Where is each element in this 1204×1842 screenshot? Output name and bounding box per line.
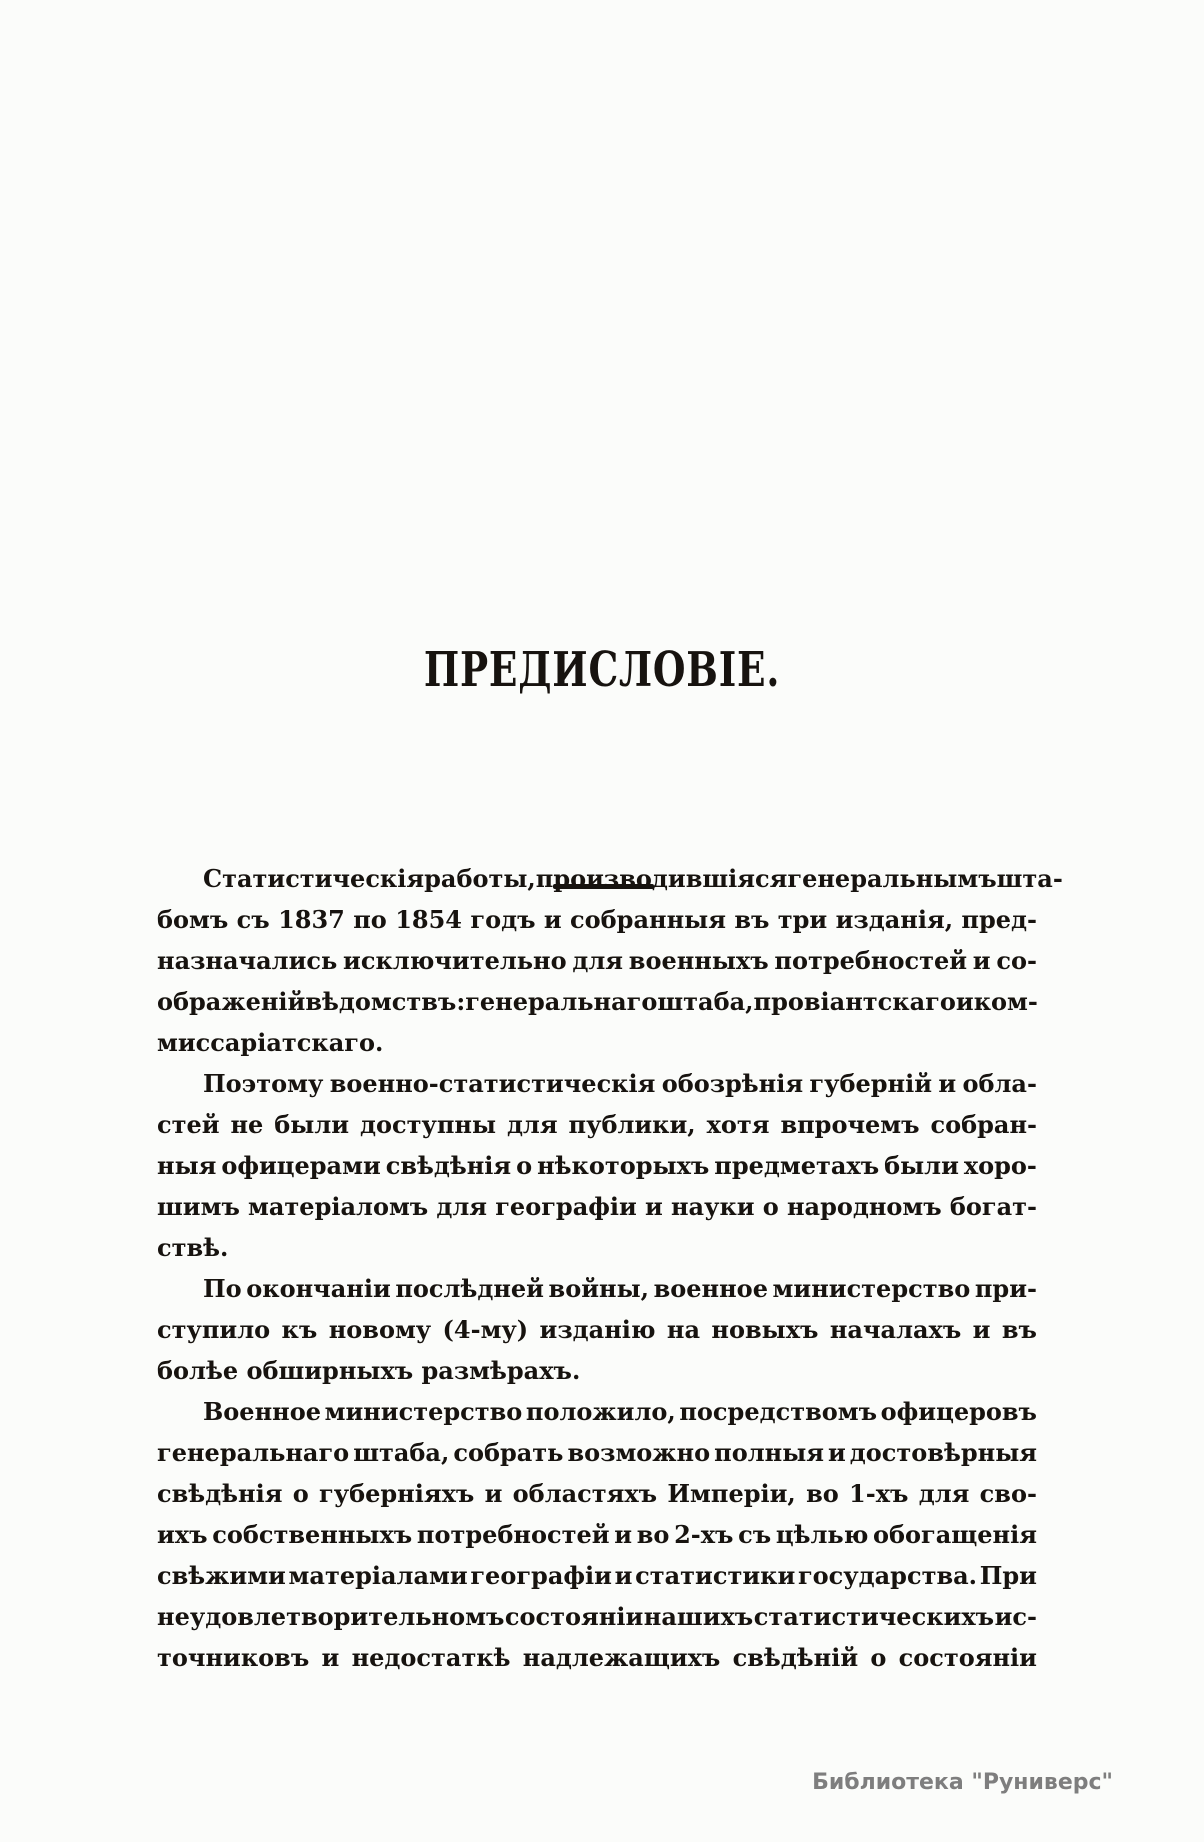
- page-title: ПРЕДИСЛОВІЕ.: [423, 642, 781, 698]
- text-line: Статистическія работы, производившіяся генеральнымъ шта-: [203, 864, 1063, 893]
- text-line: бомъ съ 1837 по 1854 годъ и собранныя въ три изданія, пред-: [157, 905, 1037, 934]
- text-line: Военное министерство положило, посредствомъ офицеровъ: [203, 1397, 1037, 1426]
- text-line: генеральнаго штаба, собрать возможно полныя и достовѣрныя: [157, 1438, 1037, 1467]
- text-line: свѣжими матеріалами географіи и статистики государства. При: [157, 1561, 1037, 1590]
- text-line: болѣе обширныхъ размѣрахъ.: [157, 1356, 581, 1385]
- text-line: Поэтому военно-статистическія обозрѣнія губерній и обла-: [203, 1069, 1037, 1098]
- text-line: ступило къ новому (4-му) изданію на новыхъ началахъ и въ: [157, 1315, 1037, 1344]
- text-line: миссаріатскаго.: [157, 1028, 384, 1057]
- text-line: ствѣ.: [157, 1233, 229, 1262]
- text-line: По окончаніи послѣдней войны, военное министерство при-: [203, 1274, 1037, 1303]
- text-line: ображеній вѣдомствъ: генеральнаго штаба, провіантскаго и ком-: [157, 987, 1038, 1016]
- text-line: точниковъ и недостаткѣ надлежащихъ свѣдѣній о состояніи: [157, 1643, 1037, 1672]
- library-watermark: Библиотека "Руниверс": [812, 1770, 1113, 1795]
- preface-text-block: [157, 858, 1063, 1678]
- text-line: стей не были доступны для публики, хотя впрочемъ собран-: [157, 1110, 1037, 1139]
- text-line: назначались исключительно для военныхъ потребностей и со-: [157, 946, 1037, 975]
- text-line: свѣдѣнія о губерніяхъ и областяхъ Имперіи, во 1-хъ для сво-: [157, 1479, 1037, 1508]
- text-line: ихъ собственныхъ потребностей и во 2-хъ съ цѣлью обогащенія: [157, 1520, 1037, 1549]
- text-line: шимъ матеріаломъ для географіи и науки о народномъ богат-: [157, 1192, 1037, 1221]
- text-line: ныя офицерами свѣдѣнія о нѣкоторыхъ предметахъ были хоро-: [157, 1151, 1037, 1180]
- text-line: неудовлетворительномъ состояніи нашихъ статистическихъ ис-: [157, 1602, 1037, 1631]
